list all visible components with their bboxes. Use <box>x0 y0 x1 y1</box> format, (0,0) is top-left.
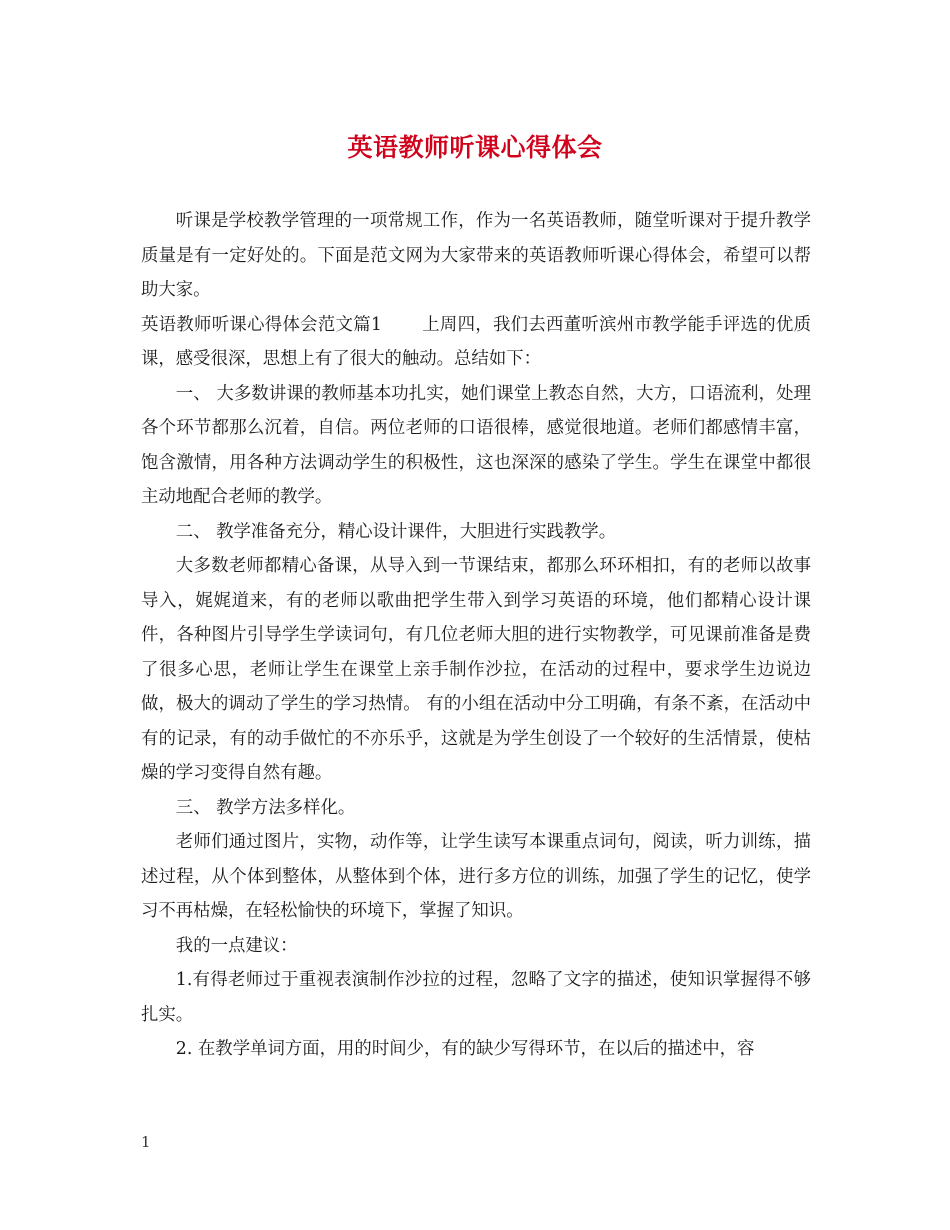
paragraph-point-three: 三、 教学方法多样化。 <box>175 797 356 818</box>
paragraph-point-one: 一、 大多数讲课的教师基本功扎实，她们课堂上教态自然，大方，口语流利，处理各个环节都那么沉着，自信。两位老师的口语很棒，感觉很地道。老师们都感情丰富，饱含激情，用各种方法调动学生的积极性，这也深深的感染了学生。学生在课堂中都很主动地配合老师的教学。 <box>141 383 811 507</box>
paragraph-suggestions-heading: 我的一点建议： <box>175 935 298 956</box>
document-title: 英语教师听课心得体会 <box>347 133 603 162</box>
paragraph-point-three-detail: 老师们通过图片，实物，动作等，让学生读写本课重点词句，阅读，听力训练，描述过程，从个体到整体，从整体到个体，进行多方位的训练，加强了学生的记忆，使学习不再枯燥，在轻松愉快的环境下，掌握了知识。 <box>141 832 811 921</box>
document-body <box>141 204 811 1067</box>
page-number: 1 <box>141 1133 151 1151</box>
paragraph-suggestion-two: 2. 在教学单词方面，用的时间少，有的缺少写得环节，在以后的描述中，容 <box>175 1039 755 1059</box>
sample-heading: 英语教师听课心得体会范文篇1 <box>141 314 382 335</box>
paragraph-suggestion-one: 1.有得老师过于重视表演制作沙拉的过程，忽略了文字的描述，使知识掌握得不够扎实。 <box>141 970 811 1025</box>
paragraph-intro: 听课是学校教学管理的一项常规工作，作为一名英语教师，随堂听课对于提升教学质量是有一定好处的。下面是范文网为大家带来的英语教师听课心得体会，希望可以帮助大家。 <box>141 211 811 300</box>
paragraph-sample-heading <box>141 308 811 377</box>
sample-intro: 上周四，我们去西董听滨州市教学能手评选的优质课，感受很深，思想上有了很大的触动。总结如下： <box>141 314 811 369</box>
paragraph-point-two-detail: 大多数老师都精心备课，从导入到一节课结束，都那么环环相扣，有的老师以故事导入，娓娓道来，有的老师以歌曲把学生带入到学习英语的环境，他们都精心设计课件，各种图片引导学生学读词句，有几位老师大胆的进行实物教学，可见课前准备是费了很多心思，老师让学生在课堂上亲手制作沙拉，在活动的过程中，要求学生边说边做，极大的调动了学生的学习热情。 有的小组在活动中分工明确，有条不紊，在活动中有的记录，有的动手做忙的不亦乐乎，这就是为学生创设了一个较好的生活情景，使枯燥的学习变得自然有趣。 <box>141 556 811 783</box>
paragraph-point-two: 二、 教学准备充分，精心设计课件，大胆进行实践教学。 <box>175 521 617 542</box>
